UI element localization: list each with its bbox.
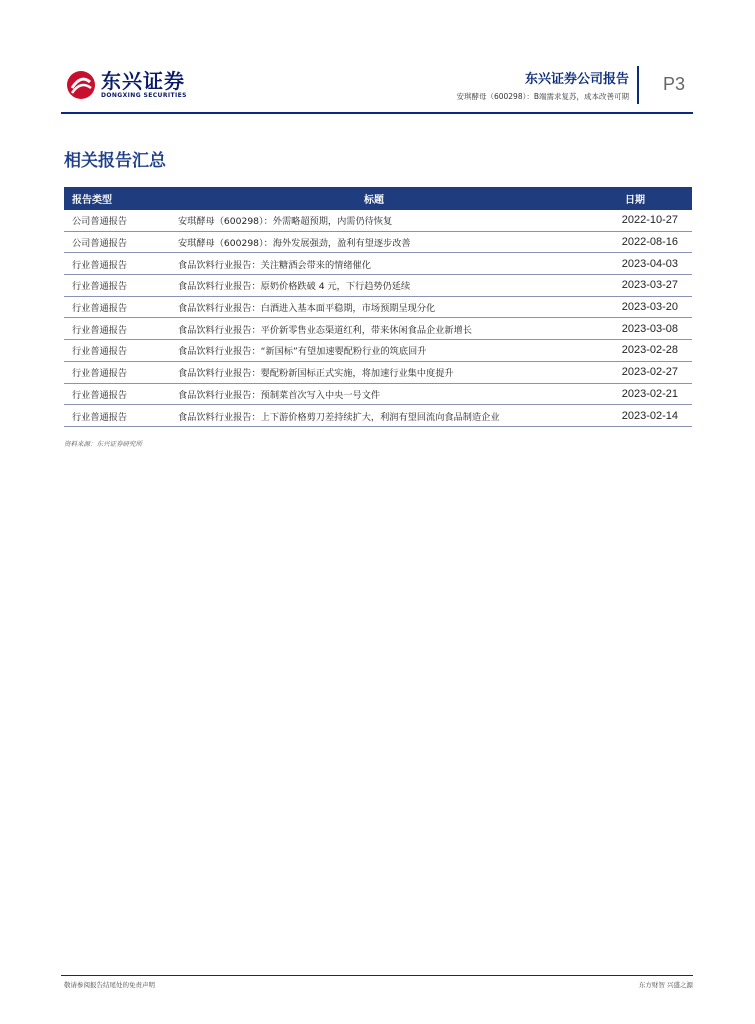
cell-title: 食品饮料行业报告：上下游价格剪刀差持续扩大，利润有望回流向食品制造企业 [170, 405, 578, 427]
cell-date: 2022-08-16 [578, 231, 692, 253]
table-row [64, 361, 692, 383]
company-logo-icon [66, 70, 96, 100]
header-date: 日期 [578, 187, 692, 210]
cell-report-type: 行业普通报告 [64, 361, 170, 383]
footer-rule [61, 975, 693, 976]
table-row [64, 210, 692, 231]
cell-title: 食品饮料行业报告：原奶价格跌破 4 元，下行趋势仍延续 [170, 275, 578, 297]
cell-date: 2023-03-20 [578, 296, 692, 318]
logo-english-text: DONGXING SECURITIES [101, 92, 187, 99]
report-subtitle: 安琪酵母（600298）：B端需求复苏，成本改善可期 [456, 92, 629, 101]
table-row [64, 318, 692, 340]
table-header-row [64, 187, 692, 210]
cell-date: 2023-03-27 [578, 275, 692, 297]
table-row [64, 405, 692, 427]
header-rule [61, 112, 693, 114]
cell-title: 安琪酵母（600298）：海外发展强劲，盈利有望逐步改善 [170, 231, 578, 253]
table-row [64, 383, 692, 405]
table-row [64, 296, 692, 318]
cell-report-type: 行业普通报告 [64, 253, 170, 275]
cell-date: 2023-02-21 [578, 383, 692, 405]
cell-title: 食品饮料行业报告：预制菜首次写入中央一号文件 [170, 383, 578, 405]
report-type-title: 东兴证券公司报告 [524, 72, 629, 87]
footer-disclaimer-note: 敬请参阅报告结尾处的免责声明 [64, 981, 155, 989]
logo-text: 东兴证券 [101, 69, 185, 93]
page-number: P3 [663, 74, 686, 94]
cell-title: 安琪酵母（600298）：外需略超预期，内需仍待恢复 [170, 210, 578, 231]
cell-report-type: 行业普通报告 [64, 296, 170, 318]
cell-title: 食品饮料行业报告：关注糖酒会带来的情绪催化 [170, 253, 578, 275]
cell-date: 2023-02-14 [578, 405, 692, 427]
header-report-type: 报告类型 [64, 187, 170, 210]
table-row [64, 275, 692, 297]
cell-title: 食品饮料行业报告：平价新零售业态渠道红利，带来休闲食品企业新增长 [170, 318, 578, 340]
cell-date: 2023-03-08 [578, 318, 692, 340]
cell-date: 2022-10-27 [578, 210, 692, 231]
header-divider [637, 66, 639, 104]
cell-report-type: 行业普通报告 [64, 405, 170, 427]
cell-report-type: 行业普通报告 [64, 383, 170, 405]
cell-title: 食品饮料行业报告：婴配粉新国标正式实施，将加速行业集中度提升 [170, 361, 578, 383]
table-row [64, 253, 692, 275]
cell-report-type: 行业普通报告 [64, 275, 170, 297]
cell-report-type: 公司普通报告 [64, 231, 170, 253]
cell-report-type: 行业普通报告 [64, 340, 170, 362]
table-row [64, 231, 692, 253]
related-reports-table [64, 187, 692, 427]
cell-date: 2023-04-03 [578, 253, 692, 275]
footer-slogan: 东方财智 兴盛之源 [638, 981, 693, 989]
cell-date: 2023-02-28 [578, 340, 692, 362]
section-title: 相关报告汇总 [64, 151, 166, 171]
cell-report-type: 公司普通报告 [64, 210, 170, 231]
data-source-note: 资料来源：东兴证券研究所 [64, 440, 142, 448]
cell-title: 食品饮料行业报告：白酒进入基本面平稳期，市场预期呈现分化 [170, 296, 578, 318]
header-title: 标题 [170, 187, 578, 210]
cell-date: 2023-02-27 [578, 361, 692, 383]
cell-title: 食品饮料行业报告：“新国标”有望加速婴配粉行业的筑底回升 [170, 340, 578, 362]
cell-report-type: 行业普通报告 [64, 318, 170, 340]
table-row [64, 340, 692, 362]
